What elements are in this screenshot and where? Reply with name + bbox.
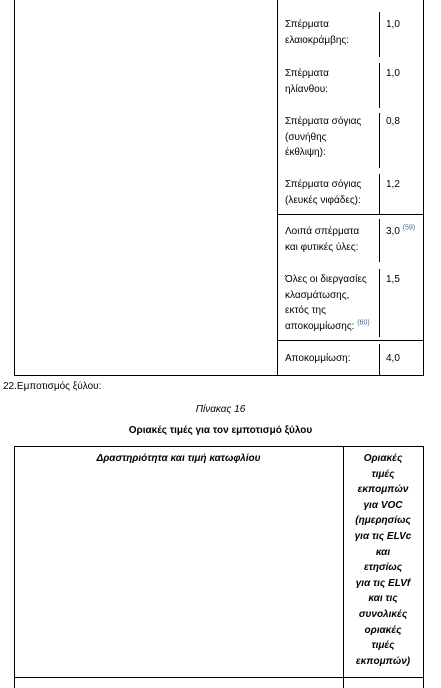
- table-border-bottom: [14, 375, 424, 376]
- bottom-table: [0, 446, 441, 688]
- table-row-label: Όλες οι διεργασίες κλασμάτωσης, εκτός της αποκομμίωσης: $^{(60)}$: [285, 274, 370, 332]
- table-row-label: Σπέρματα ηλίανθου:: [285, 68, 329, 95]
- value-col-border: [379, 269, 380, 337]
- table-border-right: [423, 0, 424, 376]
- table-row-value: 0,8: [386, 116, 400, 127]
- value-col-border: [379, 12, 380, 57]
- table-border-mid: [277, 0, 278, 376]
- table-row-label: Σπέρματα ελαιοκράμβης:: [285, 19, 350, 46]
- table-row-label: Λοιπά σπέρματα και φυτικές ύλες:: [285, 226, 360, 253]
- value-col-border: [379, 344, 380, 375]
- table-title: Οριακές τιμές για τον εμποτισμό ξύλου: [128, 425, 313, 436]
- column-header-limits: Οριακές τιμές εκπομπών για VOC (ημερησίως για τις ELVc και ετησίως για τις ELVf και τις συνολικές οριακές τιμές εκπομπών): [354, 453, 412, 667]
- value-col-border: [379, 219, 380, 262]
- table-caption: Πίνακας 16: [195, 404, 246, 415]
- column-header-activity: Δραστηριότητα και τιμή κατωφλίου: [96, 453, 261, 464]
- table-border-top: [14, 446, 424, 447]
- table-row-value: 4,0: [386, 353, 400, 364]
- value-col-border: [379, 174, 380, 214]
- table-row-label: Σπέρματα σόγιας (συνήθης έκθλιψη):: [285, 116, 362, 158]
- table-row-value: 1,2: [386, 179, 400, 190]
- table-row-value: 1,0: [386, 68, 400, 79]
- footnote-ref[interactable]: (60): [357, 319, 370, 327]
- table-row-value: 3,0 $^{(59)}$: [386, 224, 416, 237]
- row-divider: [277, 214, 423, 215]
- table-row-value: 1,0: [386, 19, 400, 30]
- value-col-border: [379, 113, 380, 168]
- table-border-right: [423, 446, 424, 688]
- table-border-left: [14, 0, 15, 376]
- table-row-label: Αποκομμίωση:: [285, 353, 351, 364]
- table-border-left: [14, 446, 15, 688]
- header-border-bottom: [14, 677, 424, 678]
- table-row-value: 1,5: [386, 274, 400, 285]
- section-heading: 22.Εμποτισμός ξύλου:: [3, 381, 102, 392]
- value-col-border: [379, 63, 380, 108]
- footnote-ref[interactable]: (59): [402, 224, 416, 232]
- table-row-label: Σπέρματα σόγιας (λευκές νιφάδες):: [285, 179, 362, 206]
- row-divider: [277, 340, 423, 341]
